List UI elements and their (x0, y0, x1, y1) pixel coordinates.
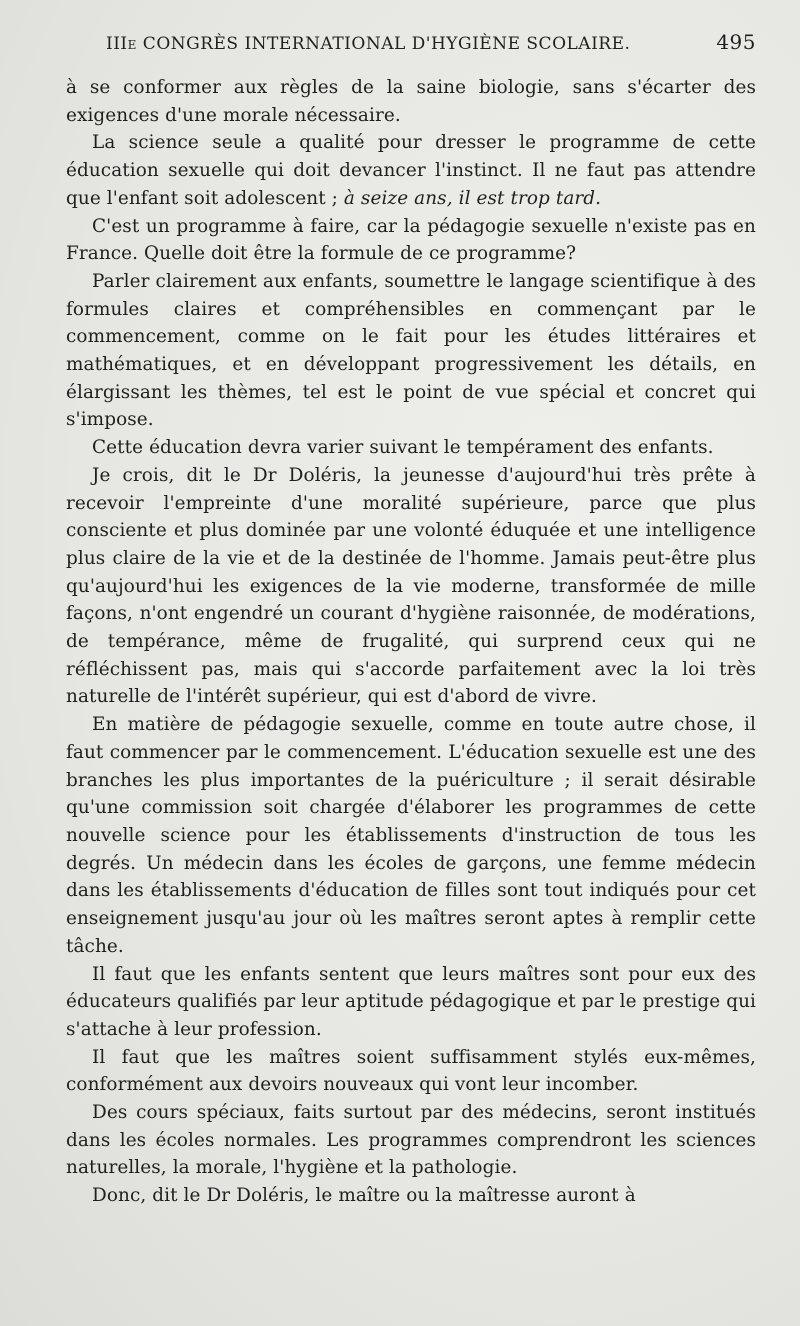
paragraph-9-text: Il faut que les maîtres soient suffisamment stylés eux-mêmes, conformément aux devoirs nouveaux qui vont leur incomber. (66, 1046, 756, 1096)
paragraph-10-text: Des cours spéciaux, faits surtout par des médecins, seront institués dans les écoles normales. Les programmes comprendront les sciences naturelles, la morale, l'hygiène et la pathologie. (66, 1102, 756, 1179)
paragraph-5-text: Cette éducation devra varier suivant le tempérament des enfants. (92, 437, 714, 459)
paragraph-7-text: En matière de pédagogie sexuelle, comme en toute autre chose, il faut commencer par le commencement. L'éducation sexuelle est une des branches les plus importantes de la puériculture ; il serait désirable qu'une commission soit chargée d'élaborer les programmes de cette nouvelle science pour les établissements d'instruction de tous les degrés. Un médecin dans les écoles de garçons, une femme médecin dans les établissements d'éducation de filles sont tout indiqués pour cet enseignement jusqu'au jour où les maîtres seront aptes à remplir cette tâche. (66, 714, 756, 957)
paragraph-11-text: Donc, dit le Dr Doléris, le maître ou la maîtresse auront à (92, 1185, 636, 1207)
running-title: IIIe CONGRÈS INTERNATIONAL D'HYGIÈNE SCOLAIRE. (106, 34, 631, 54)
paragraph-10 (66, 1099, 756, 1182)
running-head (66, 30, 756, 74)
body-text (66, 74, 756, 1210)
paragraph-1-text: à se conformer aux règles de la saine biologie, sans s'écarter des exigences d'une morale nécessaire. (66, 77, 756, 126)
paragraph-3-text: C'est un programme à faire, car la pédagogie sexuelle n'existe pas en France. Quelle doit être la formule de ce programme? (66, 215, 756, 265)
paragraph-3 (66, 213, 756, 268)
paragraph-2-text: La science seule a qualité pour dresser le programme de cette éducation sexuelle qui doit devancer l'instinct. Il ne faut pas attendre que l'enfant soit adolescent ; (66, 132, 756, 209)
paragraph-5 (66, 434, 756, 462)
paragraph-2-italic: à seize ans, il est trop tard. (343, 187, 602, 209)
paragraph-2 (66, 129, 756, 212)
paragraph-4-text: Parler clairement aux enfants, soumettre le langage scientifique à des formules claires et compréhensibles en commençant par le commencement, comme on le fait pour les études littéraires et mathématiques, et en développant progressivement les détails, en élargissant les thèmes, tel est le point de vue spécial et concret qui s'impose. (66, 270, 756, 431)
paragraph-11 (66, 1182, 756, 1210)
paragraph-4 (66, 268, 756, 434)
paragraph-1 (66, 74, 756, 129)
document-page (66, 30, 756, 1210)
page-number: 495 (716, 30, 756, 54)
paragraph-8-text: Il faut que les enfants sentent que leurs maîtres sont pour eux des éducateurs qualifiés par leur aptitude pédagogique et par le prestige qui s'attache à leur profession. (66, 963, 756, 1040)
paragraph-7 (66, 711, 756, 960)
paragraph-6-text: Je crois, dit le Dr Doléris, la jeunesse d'aujourd'hui très prête à recevoir l'empreinte d'une moralité supérieure, parce que plus consciente et plus dominée par une volonté éduquée et une intelligence plus claire de la vie et de la destinée de l'homme. Jamais peut-être plus qu'aujourd'hui les exigences de la vie moderne, transformée de mille façons, n'ont engendré un courant d'hygiène raisonnée, de modérations, de tempérance, même de frugalité, qui surprend ceux qui ne réfléchissent pas, mais qui s'accorde parfaitement avec la loi très naturelle de l'intérêt supérieur, qui est d'abord de vivre. (66, 464, 756, 708)
paragraph-9 (66, 1044, 756, 1099)
paragraph-6 (66, 462, 756, 711)
paragraph-8 (66, 961, 756, 1044)
